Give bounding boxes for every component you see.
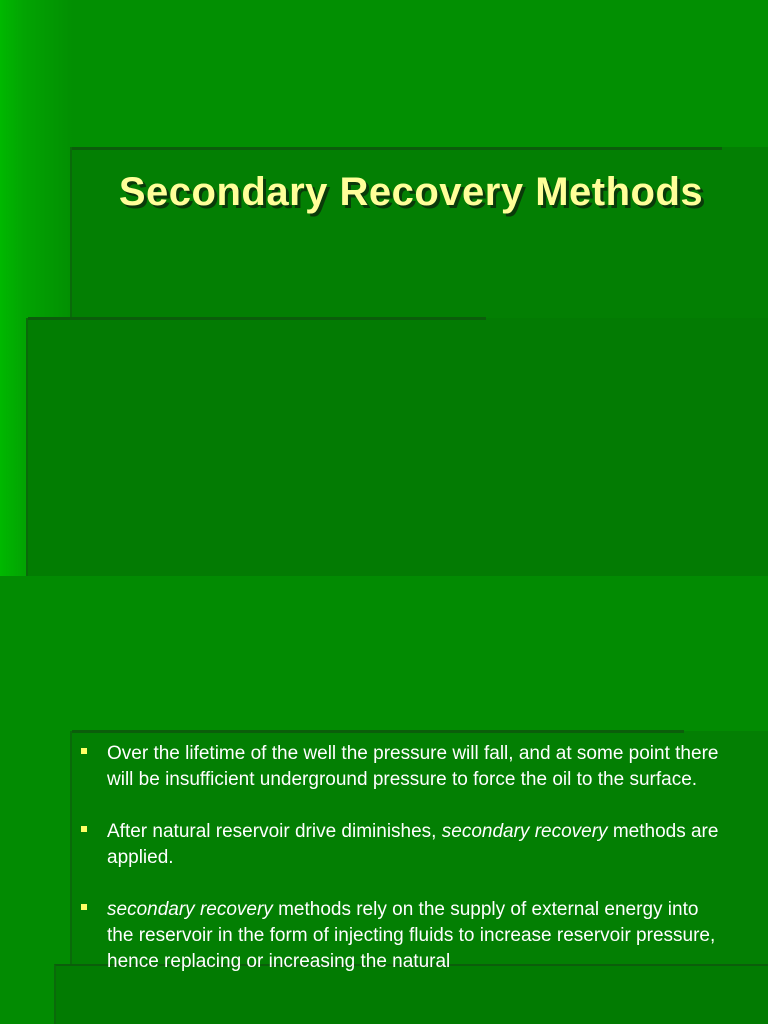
bullet-item [78,897,728,975]
bullet-text: methods are applied. [107,821,719,868]
bullet-text: methods rely on the supply of external energy into the reservoir in the form of injecting fluids to increase reservoir pressure, hence replacing or increasing the natural [107,899,716,972]
bullet-item [78,819,728,871]
bullet-text-emphasis: secondary recovery [441,821,608,842]
content-panel-rule [72,730,684,733]
bullet-text: After natural reservoir drive diminishes, [107,821,442,842]
bullet-list [78,741,728,1001]
slide-title: Secondary Recovery Methods [118,170,704,214]
bullet-item [78,741,728,793]
title-panel-rule [72,147,722,150]
square-bullet-icon [81,748,87,754]
square-bullet-icon [81,904,87,910]
body-panel-rule [28,317,486,320]
bullet-text: Over the lifetime of the well the pressure will fall, and at some point there will be insufficient underground pressure to force the oil to the surface. [107,743,719,790]
square-bullet-icon [81,826,87,832]
body-panel-inner [70,318,768,576]
bullet-text-emphasis: secondary recovery [107,899,273,920]
slide-content-page [0,576,768,1024]
